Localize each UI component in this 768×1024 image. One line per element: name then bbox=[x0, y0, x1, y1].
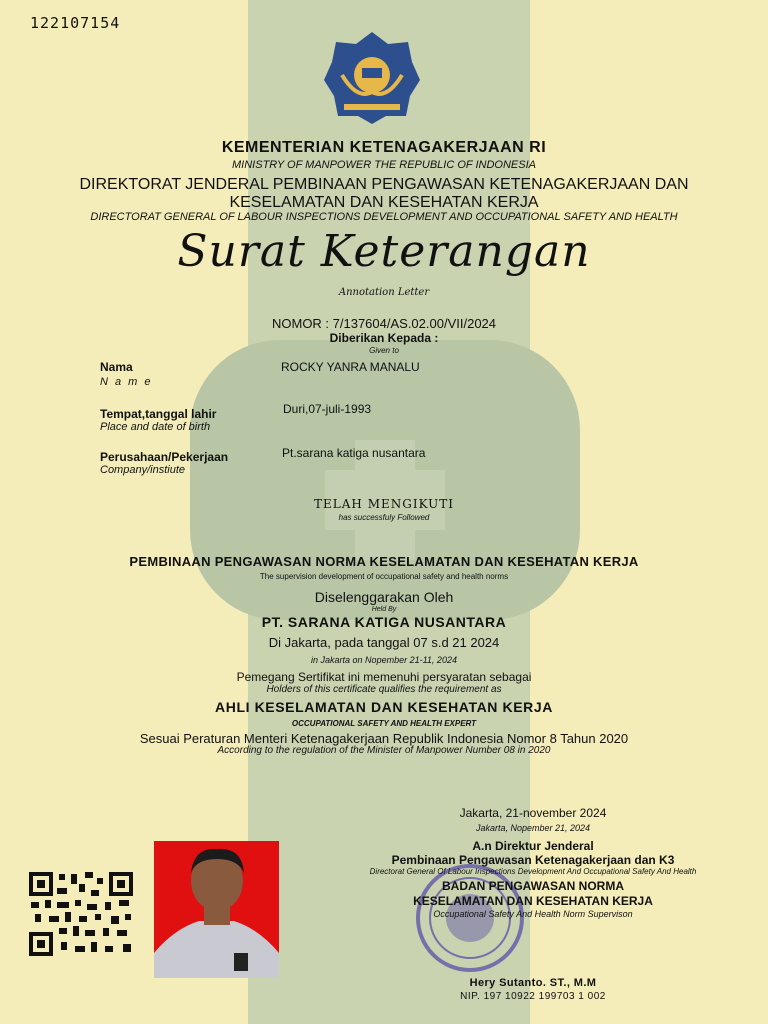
followed-label-en: has successfuly Followed bbox=[338, 513, 430, 522]
program-title: PEMBINAAN PENGAWASAN NORMA KESELAMATAN DAN KESEHATAN KERJA bbox=[129, 554, 639, 569]
held-by-label-en: Held By bbox=[371, 606, 397, 613]
signer-nip: NIP. 197 10922 199703 1 002 bbox=[460, 991, 606, 1002]
signature-date: Jakarta, 21-november 2024 bbox=[459, 806, 607, 820]
field-label-birth-en: Place and date of birth bbox=[100, 421, 211, 433]
directorate-line-2: KESELAMATAN DAN KESEHATAN KERJA bbox=[229, 194, 539, 211]
field-value-birth: Duri,07-juli-1993 bbox=[283, 402, 372, 416]
qualification-title-en: OCCUPATIONAL SAFETY AND HEALTH EXPERT bbox=[291, 719, 477, 728]
organizer-name: PT. SARANA KATIGA NUSANTARA bbox=[261, 614, 507, 630]
holder-photo bbox=[154, 841, 279, 978]
on-behalf-label: A.n Direktur Jenderal bbox=[472, 839, 594, 853]
ministry-emblem-icon bbox=[322, 30, 422, 126]
place-date: Di Jakarta, pada tanggal 07 s.d 21 2024 bbox=[268, 635, 500, 650]
regulation-text: Sesuai Peraturan Menteri Ketenagakerjaan Republik Indonesia Nomor 8 Tahun 2020 bbox=[139, 731, 629, 746]
regulation-text-en: According to the regulation of the Minister of Manpower Number 08 in 2020 bbox=[217, 745, 551, 756]
holder-statement: Pemegang Sertifikat ini memenuhi persyaratan sebagai bbox=[236, 670, 532, 684]
field-label-name-en: N a m e bbox=[100, 376, 153, 388]
document-number: NOMOR : 7/137604/AS.02.00/VII/2024 bbox=[271, 316, 497, 331]
directorate-en: DIRECTORAT GENERAL OF LABOUR INSPECTIONS DEVELOPMENT AND OCCUPATIONAL SAFETY AND HEALTH bbox=[90, 211, 678, 223]
department-name-en: Directorat General Of Labour Inspections Development And Occupational Safety And Health bbox=[369, 867, 697, 876]
agency-line-2: KESELAMATAN DAN KESEHATAN KERJA bbox=[413, 894, 653, 908]
qualification-title: AHLI KESELAMATAN DAN KESEHATAN KERJA bbox=[215, 699, 553, 715]
followed-label: TELAH MENGIKUTI bbox=[314, 497, 454, 511]
signer-name: Hery Sutanto. ST., M.M bbox=[469, 977, 597, 989]
safety-gear-cross-icon bbox=[170, 330, 600, 630]
serial-number: 122107154 bbox=[30, 14, 121, 32]
ministry-title: KEMENTERIAN KETENAGAKERJAAN RI bbox=[221, 139, 547, 156]
holder-statement-en: Holders of this certificate qualifies the requirement as bbox=[266, 684, 502, 695]
qr-code-icon bbox=[27, 870, 135, 958]
field-value-company: Pt.sarana katiga nusantara bbox=[282, 446, 426, 460]
field-label-birth: Tempat,tanggal lahir bbox=[100, 407, 217, 421]
field-label-company: Perusahaan/Pekerjaan bbox=[100, 450, 229, 464]
program-title-en: The supervision development of occupational safety and health norms bbox=[259, 572, 509, 581]
directorate-line-1: DIREKTORAT JENDERAL PEMBINAAN PENGAWASAN KETENAGAKERJAAN DAN bbox=[79, 176, 689, 193]
document-title: Surat Keterangan bbox=[177, 226, 591, 277]
given-to-label: Diberikan Kepada : bbox=[329, 331, 439, 345]
field-label-company-en: Company/instiute bbox=[100, 464, 185, 476]
field-value-name: ROCKY YANRA MANALU bbox=[281, 360, 420, 374]
field-label-name: Nama bbox=[100, 360, 133, 374]
signature-date-en: Jakarta, Nopember 21, 2024 bbox=[475, 823, 591, 833]
held-by-label: Diselenggarakan Oleh bbox=[314, 589, 454, 605]
agency-line-1: BADAN PENGAWASAN NORMA bbox=[441, 879, 624, 893]
place-date-en: in Jakarta on Nopember 21-11, 2024 bbox=[311, 655, 457, 665]
ministry-title-en: MINISTRY OF MANPOWER THE REPUBLIC OF INDONESIA bbox=[232, 159, 536, 171]
agency-en: Occupational Safety And Health Norm Supervison bbox=[433, 909, 633, 919]
document-title-en: Annotation Letter bbox=[338, 287, 430, 298]
department-name: Pembinaan Pengawasan Ketenagakerjaan dan K3 bbox=[391, 853, 675, 867]
given-to-label-en: Given to bbox=[369, 346, 399, 355]
